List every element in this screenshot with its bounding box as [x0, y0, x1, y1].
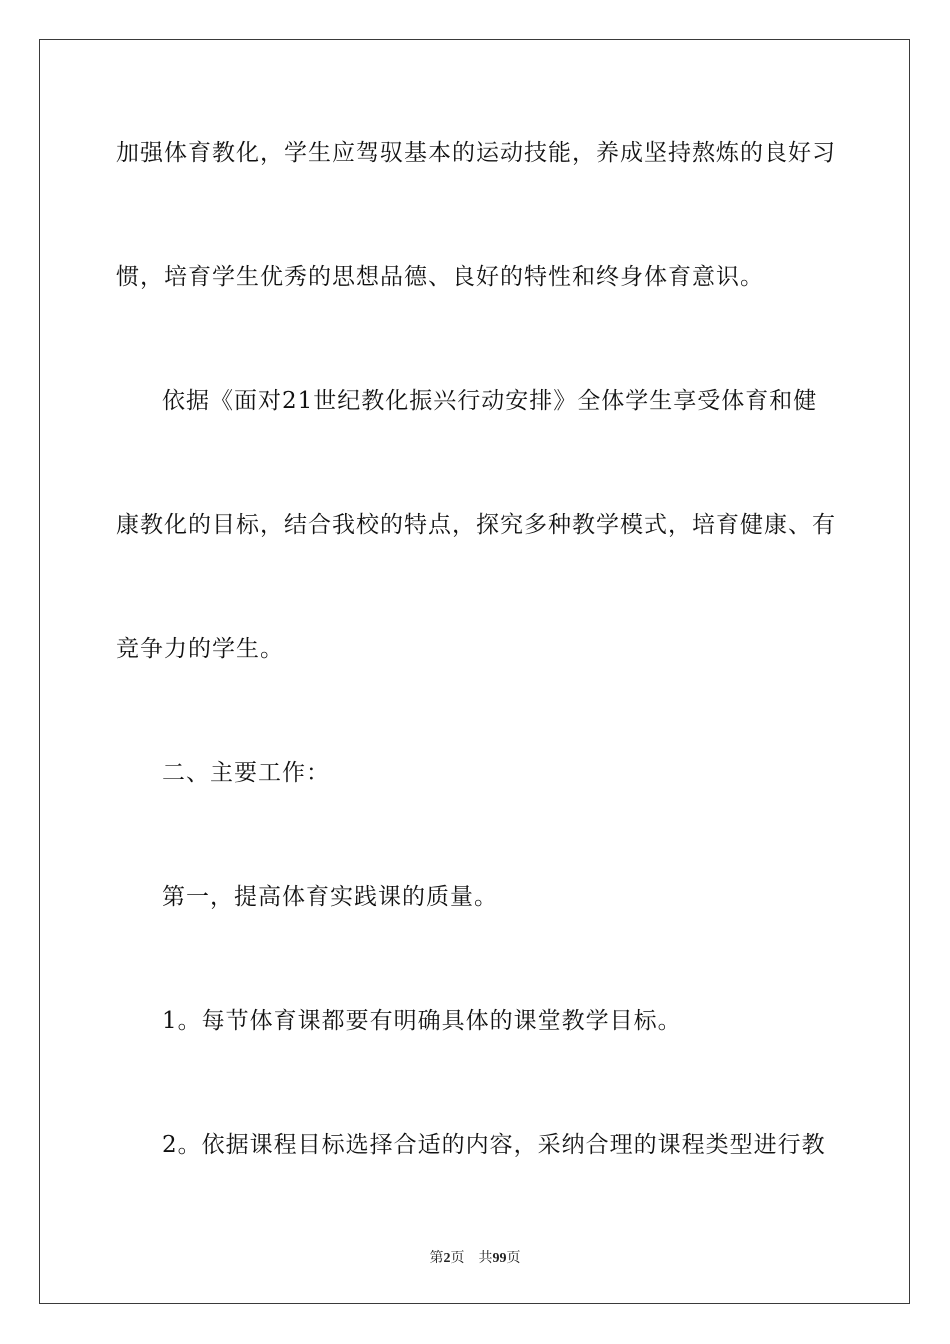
footer-total-prefix: 共 — [478, 1251, 493, 1266]
body-line-7: 第一，提高体育实践课的质量。 — [162, 884, 498, 910]
body-line-5: 竞争力的学生。 — [116, 636, 284, 662]
footer-total-number: 99 — [492, 1251, 507, 1266]
page-footer — [0, 1247, 950, 1267]
body-line-4: 康教化的目标，结合我校的特点，探究多种教学模式，培育健康、有 — [116, 512, 836, 538]
footer-page-suffix: 页 — [450, 1251, 465, 1266]
body-line-1: 加强体育教化，学生应驾驭基本的运动技能，养成坚持熬炼的良好习 — [116, 140, 836, 166]
list-item-2: 2。依据课程目标选择合适的内容，采纳合理的课程类型进行教 — [162, 1132, 826, 1158]
footer-total-suffix: 页 — [506, 1251, 521, 1266]
page-border — [39, 39, 910, 1304]
body-line-3: 依据《面对21世纪教化振兴行动安排》全体学生享受体育和健 — [162, 388, 818, 414]
list-item-1: 1。每节体育课都要有明确具体的课堂教学目标。 — [162, 1008, 682, 1034]
section-heading: 二、主要工作： — [162, 760, 330, 786]
body-line-2: 惯，培育学生优秀的思想品德、良好的特性和终身体育意识。 — [116, 264, 764, 290]
footer-page-number: 2 — [443, 1251, 451, 1266]
footer-page-prefix: 第 — [429, 1251, 444, 1266]
